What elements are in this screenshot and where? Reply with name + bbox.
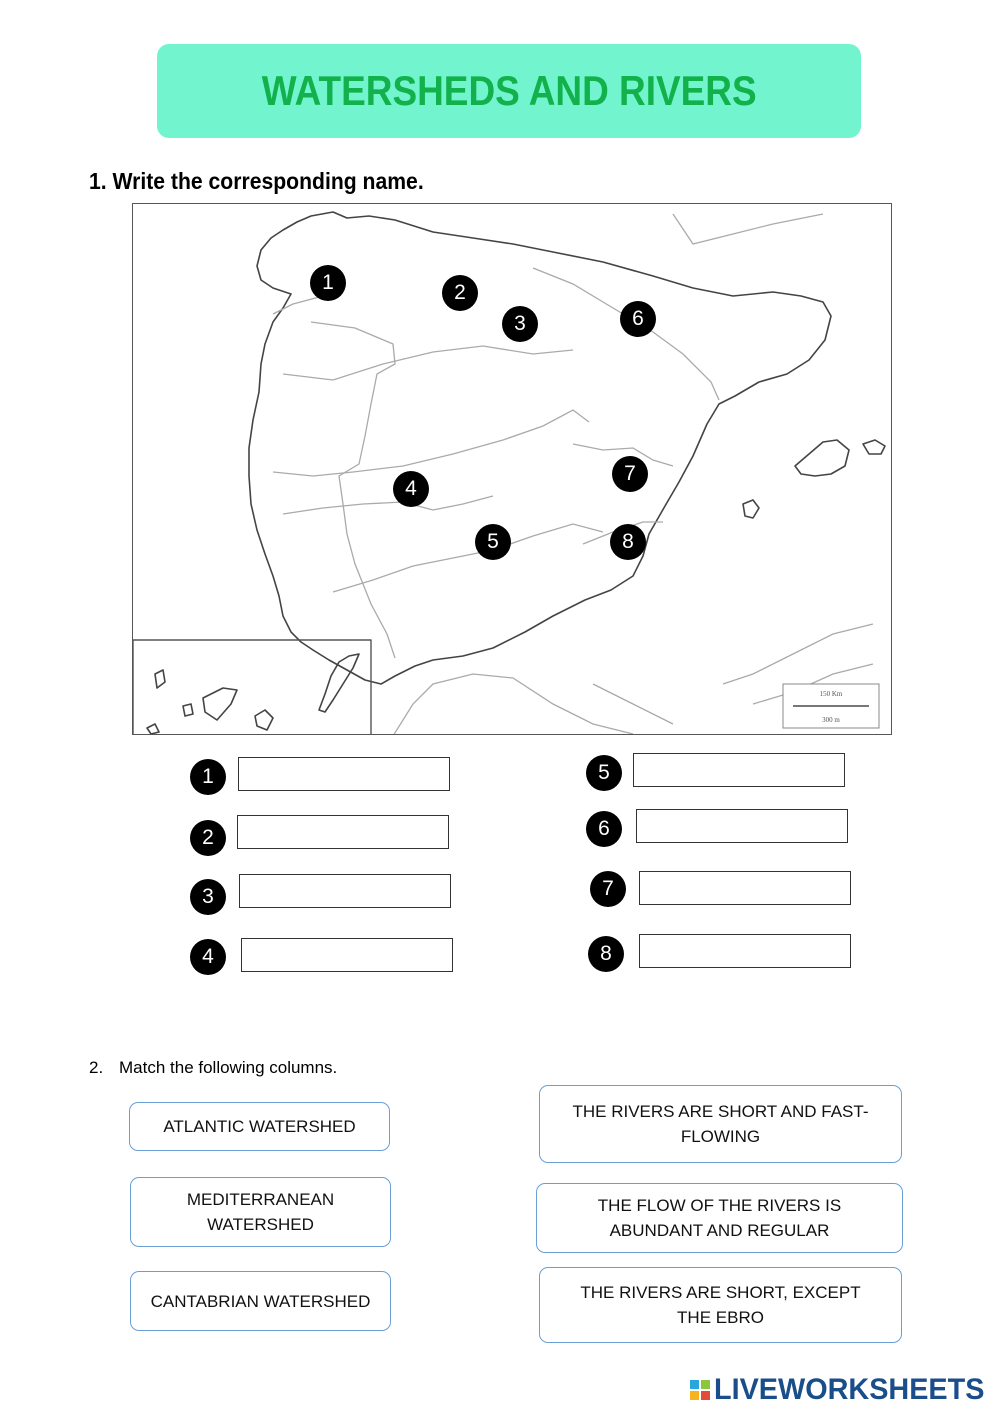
river-guadiana: [283, 496, 493, 514]
map-scale-legend: [783, 684, 879, 728]
answer-box-7[interactable]: [639, 871, 851, 905]
answer-box-8[interactable]: [639, 934, 851, 968]
morocco-coast: [393, 674, 633, 735]
river-guadalquivir: [333, 524, 603, 592]
river-french: [673, 214, 823, 244]
right-item-short-fast[interactable]: THE RIVERS ARE SHORT AND FAST-FLOWING: [539, 1085, 902, 1163]
canary-island-6: [147, 724, 159, 734]
right-item-short-except-ebro[interactable]: THE RIVERS ARE SHORT, EXCEPT THE EBRO: [539, 1267, 902, 1343]
answer-number-1: 1: [190, 759, 226, 795]
answer-number-8: 8: [588, 936, 624, 972]
answer-box-3[interactable]: [239, 874, 451, 908]
map-marker-7: 7: [612, 456, 648, 492]
question-2-heading: [89, 1058, 337, 1078]
canary-island-4: [255, 710, 273, 730]
left-item-cantabrian[interactable]: CANTABRIAN WATERSHED: [130, 1271, 391, 1331]
answer-box-2[interactable]: [237, 815, 449, 849]
canary-island-5: [319, 654, 359, 712]
answer-box-1[interactable]: [238, 757, 450, 791]
question-2-text: Match the following columns.: [119, 1058, 338, 1077]
map-marker-5: 5: [475, 524, 511, 560]
map-marker-6: 6: [620, 301, 656, 337]
scale-label-km: 150 Km: [819, 690, 843, 698]
page-title: WATERSHEDS AND RIVERS: [261, 67, 757, 114]
map-marker-3: 3: [502, 306, 538, 342]
logo-text: LIVEWORKSHEETS: [714, 1373, 985, 1406]
ibiza-island: [743, 500, 759, 518]
map-marker-2: 2: [442, 275, 478, 311]
left-item-mediterranean[interactable]: MEDITERRANEAN WATERSHED: [130, 1177, 391, 1247]
map-marker-8: 8: [610, 524, 646, 560]
answer-number-2: 2: [190, 820, 226, 856]
spain-map: [132, 203, 892, 735]
map-marker-1: 1: [310, 265, 346, 301]
canary-island-3: [203, 688, 237, 720]
river-duero: [283, 346, 573, 380]
answer-box-5[interactable]: [633, 753, 845, 787]
answer-number-5: 5: [586, 755, 622, 791]
canary-island-2: [183, 704, 193, 716]
map-drawing: [133, 204, 892, 735]
answer-number-4: 4: [190, 939, 226, 975]
menorca-island: [863, 440, 885, 454]
title-banner: [157, 44, 861, 138]
right-item-abundant-regular[interactable]: THE FLOW OF THE RIVERS IS ABUNDANT AND REGULAR: [536, 1183, 903, 1253]
portugal-border: [311, 322, 395, 658]
liveworksheets-logo: [690, 1372, 996, 1408]
river-tajo: [273, 410, 589, 476]
map-marker-4: 4: [393, 471, 429, 507]
answer-number-3: 3: [190, 879, 226, 915]
canary-island-1: [155, 670, 165, 688]
question-2-number: 2.: [89, 1058, 104, 1077]
logo-blocks-icon: [690, 1380, 710, 1400]
scale-label-m: 300 m: [822, 716, 840, 724]
mallorca-island: [795, 440, 849, 476]
answer-box-6[interactable]: [636, 809, 848, 843]
left-item-atlantic[interactable]: ATLANTIC WATERSHED: [129, 1102, 390, 1151]
answer-box-4[interactable]: [241, 938, 453, 972]
question-1-heading: 1. Write the corresponding name.: [89, 168, 424, 194]
answer-number-6: 6: [586, 811, 622, 847]
answer-number-7: 7: [590, 871, 626, 907]
